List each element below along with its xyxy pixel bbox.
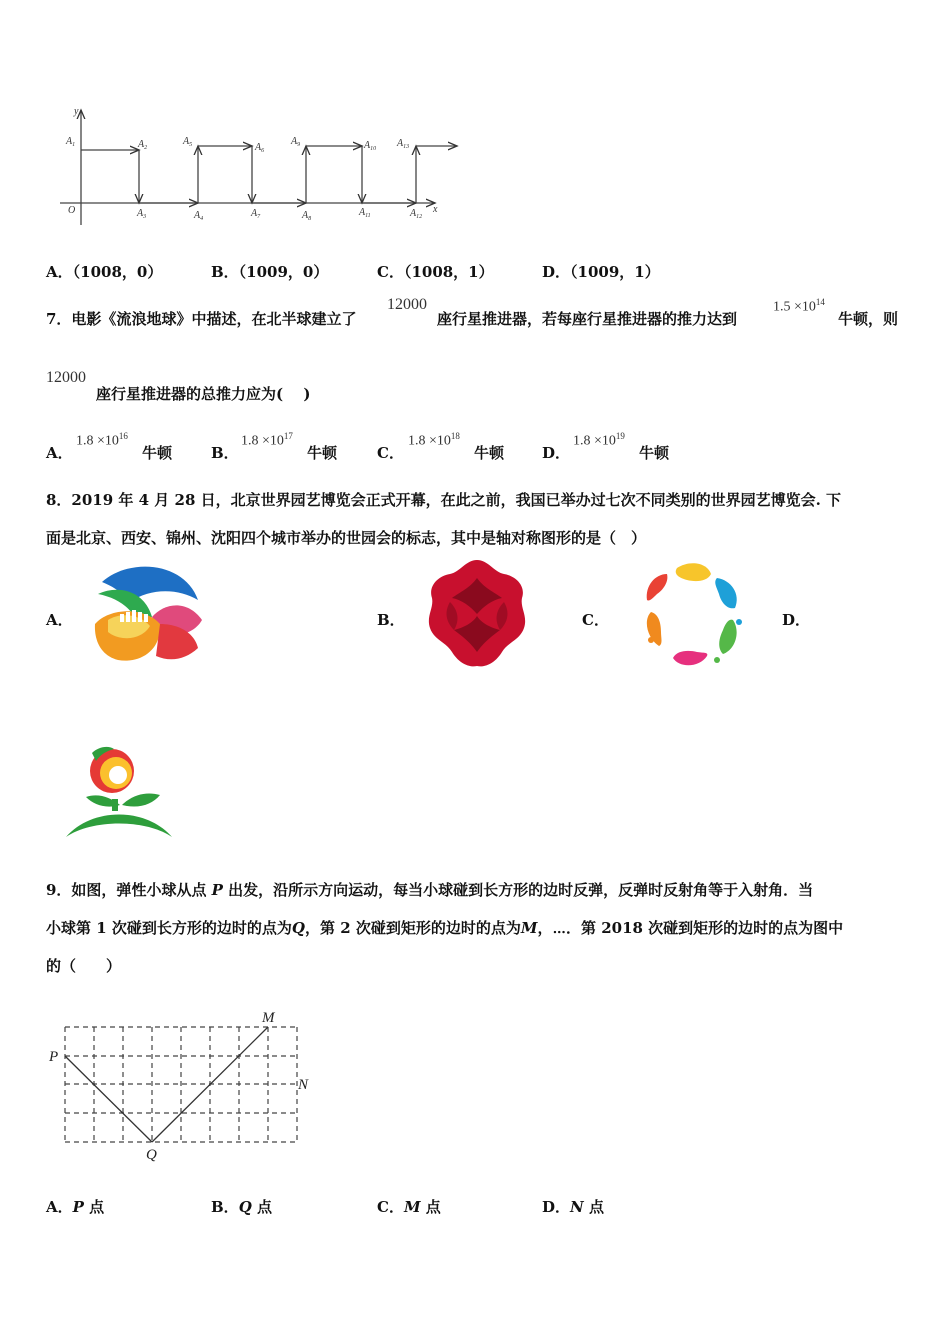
q7-option-d-letter[interactable]: D． bbox=[542, 444, 571, 462]
q8-line2: 面是北京、西安、锦州、沈阳四个城市举办的世园会的标志，其中是轴对称图形的是（ ） bbox=[46, 529, 647, 547]
q7-text-part1: 7．电影《流浪地球》中描述，在北半球建立了 bbox=[46, 310, 357, 328]
svg-text:A10: $A_{10}$ bbox=[364, 140, 377, 152]
q7-option-b-value: $1.8 \times 10^{17}$ bbox=[241, 431, 293, 449]
svg-text:O: O bbox=[68, 205, 76, 216]
q7-count2: 12000 bbox=[46, 369, 86, 386]
q7-option-c-letter[interactable]: C． bbox=[377, 444, 404, 462]
q9-line2: 小球第 1 次碰到长方形的边时的点为Q，第 2 次碰到矩形的边时的点为M，⋯．第 2018 次碰到矩形的边时的点为图中 bbox=[46, 919, 844, 937]
svg-text:A13: $A_{13}$ bbox=[397, 138, 410, 150]
svg-text:x: x bbox=[433, 204, 438, 215]
q7-option-c-value: $1.8 \times 10^{18}$ bbox=[408, 431, 460, 449]
svg-text:N: N bbox=[298, 1077, 309, 1093]
beijing-expo-logo bbox=[90, 562, 210, 668]
q7-option-c-unit: 牛顿 bbox=[474, 444, 505, 462]
q7-count: 12000 bbox=[387, 296, 427, 313]
svg-text:A3: $A_3$ bbox=[137, 208, 147, 220]
svg-text:Q: Q bbox=[146, 1147, 157, 1163]
svg-text:M: M bbox=[262, 1010, 275, 1026]
q6-option-d[interactable]: D．（1009，1） bbox=[542, 263, 660, 281]
q7-option-b-unit: 牛顿 bbox=[307, 444, 338, 462]
q8-option-b[interactable]: B． bbox=[377, 611, 405, 629]
q8-option-d[interactable]: D． bbox=[782, 611, 811, 629]
svg-text:A2: $A_2$ bbox=[138, 139, 148, 151]
q7-option-a-value: $1.8 \times 10^{16}$ bbox=[76, 431, 128, 449]
svg-text:A12: $A_{12}$ bbox=[410, 208, 423, 220]
svg-text:A4: $A_4$ bbox=[194, 210, 204, 222]
q9-line1: 9．如图，弹性小球从点 P 出发，沿所示方向运动，每当小球碰到长方形的边时反弹，反弹时反射角等于入射角．当 bbox=[46, 881, 814, 899]
q9-option-c[interactable]: C．M 点 bbox=[377, 1198, 441, 1216]
q9-option-d[interactable]: D．N 点 bbox=[542, 1198, 604, 1216]
q6-option-a[interactable]: A．（1008，0） bbox=[46, 263, 163, 281]
q9-line3: 的（ ） bbox=[46, 957, 122, 975]
q7-text-part3: 牛顿，则 bbox=[838, 310, 899, 328]
q8-option-a[interactable]: A． bbox=[46, 611, 73, 629]
q8-line1: 8．2019 年 4 月 28 日，北京世界园艺博览会正式开幕，在此之前，我国已举办过七次不同类别的世界园艺博览会. 下 bbox=[46, 491, 842, 509]
q6-option-b[interactable]: B．（1009，0） bbox=[211, 263, 329, 281]
q7-option-a-letter[interactable]: A． bbox=[46, 444, 73, 462]
svg-text:A1: $A_1$ bbox=[66, 136, 76, 148]
svg-text:P: P bbox=[49, 1049, 59, 1065]
step-path-graph bbox=[55, 100, 475, 230]
svg-text:A5: $A_5$ bbox=[183, 136, 193, 148]
svg-text:A7: $A_7$ bbox=[251, 208, 261, 220]
q7-option-a-unit: 牛顿 bbox=[142, 444, 173, 462]
q7-option-d-value: $1.8 \times 10^{19}$ bbox=[573, 431, 625, 449]
q7-text-part4: 座行星推进器的总推力应为( ) bbox=[96, 385, 311, 403]
q7-force: $1.5 \times 10^{14}$ bbox=[773, 297, 825, 315]
q9-option-b[interactable]: B．Q 点 bbox=[211, 1198, 272, 1216]
svg-text:A6: $A_6$ bbox=[255, 142, 265, 154]
shenyang-expo-logo bbox=[62, 745, 177, 841]
jinzhou-expo-logo bbox=[637, 560, 747, 670]
q9-option-a[interactable]: A．P 点 bbox=[46, 1198, 105, 1216]
q7-option-b-letter[interactable]: B． bbox=[211, 444, 239, 462]
svg-text:A9: $A_9$ bbox=[291, 136, 301, 148]
q8-option-c[interactable]: C． bbox=[582, 611, 609, 629]
q7-option-d-unit: 牛顿 bbox=[639, 444, 670, 462]
svg-text:A8: $A_8$ bbox=[302, 210, 312, 222]
svg-text:A11: $A_{11}$ bbox=[359, 207, 371, 219]
svg-text:y: y bbox=[74, 106, 79, 117]
billiard-grid-figure bbox=[45, 1004, 325, 1169]
xian-expo-logo bbox=[422, 558, 532, 670]
q7-text-part2: 座行星推进器，若每座行星推进器的推力达到 bbox=[437, 310, 738, 328]
q6-option-c[interactable]: C．（1008，1） bbox=[377, 263, 494, 281]
